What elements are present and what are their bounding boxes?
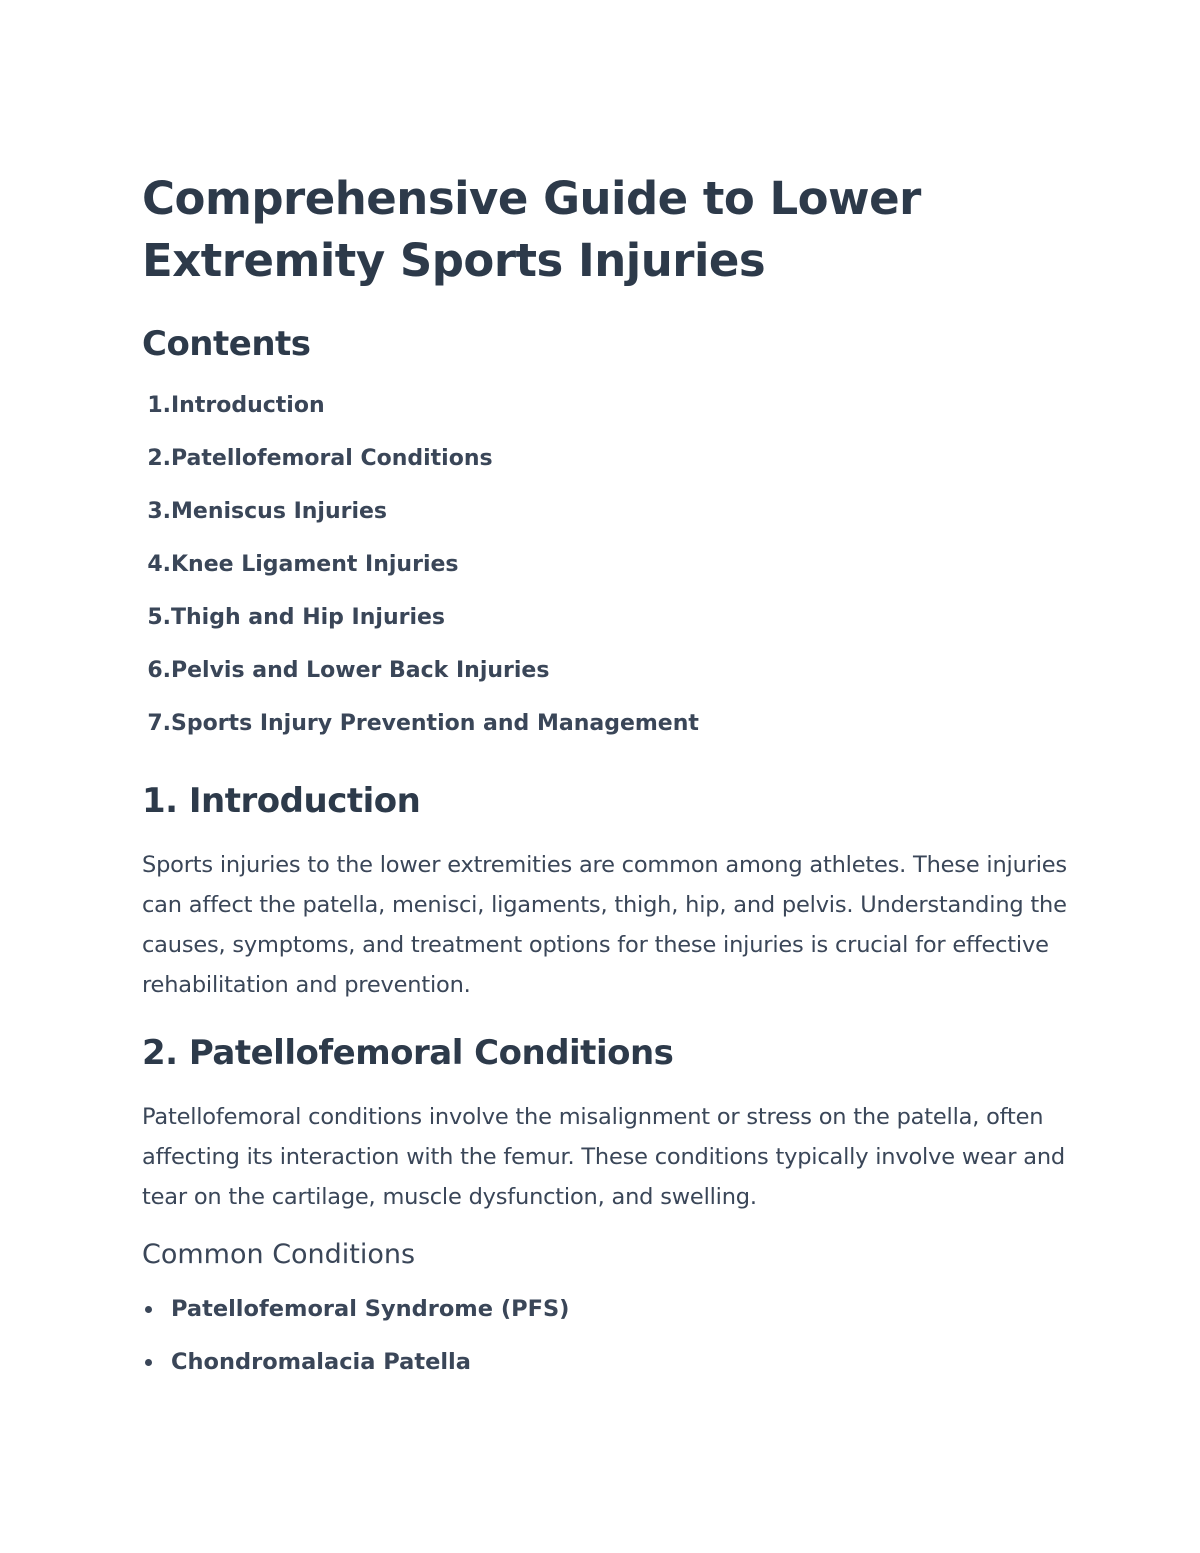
toc-item-number: 5. xyxy=(147,605,171,630)
toc-item-number: 7. xyxy=(147,711,171,736)
toc-item-label: Introduction xyxy=(171,393,325,418)
toc-item[interactable] xyxy=(142,596,1072,649)
toc-item[interactable] xyxy=(142,490,1072,543)
toc-item[interactable] xyxy=(142,649,1072,702)
patellofemoral-paragraph: Patellofemoral conditions involve the misalignment or stress on the patella, often affecting its interaction with the femur. These conditions typically involve wear and tear on the cartilage, muscle dysfunction, and swelling. xyxy=(142,1104,1065,1210)
common-conditions-list xyxy=(142,1289,1072,1395)
table-of-contents xyxy=(142,384,1072,755)
list-item-label: Chondromalacia Patella xyxy=(171,1349,471,1375)
common-conditions-subheading: Common Conditions xyxy=(142,1239,416,1270)
toc-item[interactable] xyxy=(142,384,1072,437)
document-content xyxy=(142,168,1072,1395)
section-heading-patellofemoral: 2. Patellofemoral Conditions xyxy=(142,1033,674,1073)
list-item xyxy=(142,1342,1072,1395)
list-item xyxy=(142,1289,1072,1342)
document-title xyxy=(142,168,1072,292)
section-heading-introduction: 1. Introduction xyxy=(142,781,421,821)
toc-item-label: Thigh and Hip Injuries xyxy=(171,605,446,630)
toc-item-number: 1. xyxy=(147,393,171,418)
toc-item-number: 2. xyxy=(147,446,171,471)
document-title-line-1: Comprehensive Guide to Lower xyxy=(142,172,921,225)
document-title-line-2: Extremity Sports Injuries xyxy=(142,234,766,287)
introduction-paragraph: Sports injuries to the lower extremities are common among athletes. These injuries can affect the patella, menisci, ligaments, thigh, hip, and pelvis. Understanding the causes, symptoms, and treatment options for these injuries is crucial for effective rehabilitation and prevention. xyxy=(142,852,1067,998)
contents-heading: Contents xyxy=(142,324,311,364)
toc-item-number: 4. xyxy=(147,552,171,577)
bullet-dot-icon xyxy=(145,1306,152,1313)
toc-item-number: 6. xyxy=(147,658,171,683)
toc-item[interactable] xyxy=(142,543,1072,596)
toc-item[interactable] xyxy=(142,702,1072,755)
toc-item-label: Pelvis and Lower Back Injuries xyxy=(171,658,550,683)
bullet-dot-icon xyxy=(145,1359,152,1366)
toc-item[interactable] xyxy=(142,437,1072,490)
toc-item-label: Sports Injury Prevention and Management xyxy=(171,711,699,736)
toc-item-number: 3. xyxy=(147,499,171,524)
toc-item-label: Patellofemoral Conditions xyxy=(171,446,493,471)
toc-item-label: Knee Ligament Injuries xyxy=(171,552,459,577)
list-item-label: Patellofemoral Syndrome (PFS) xyxy=(171,1296,570,1322)
toc-item-label: Meniscus Injuries xyxy=(171,499,388,524)
